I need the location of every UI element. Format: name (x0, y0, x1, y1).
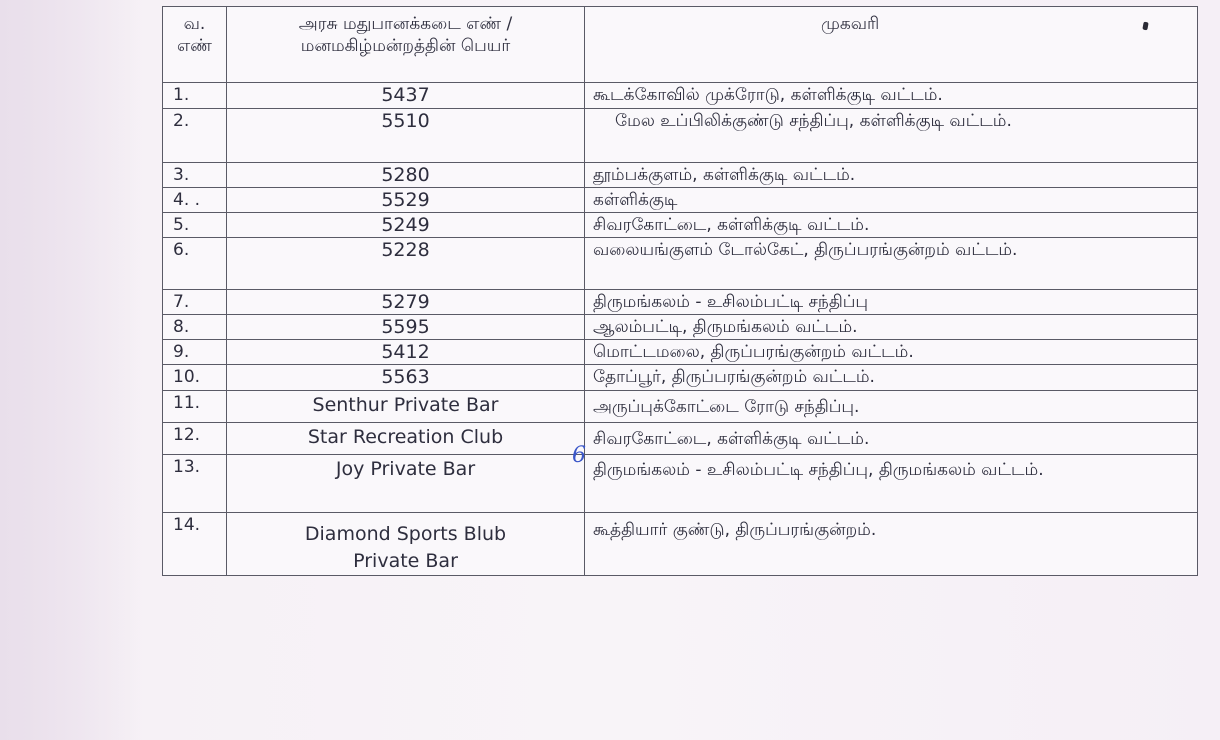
row-number: 4. . (163, 188, 227, 213)
shop-address: கூடக்கோவில் முக்ரோடு, கள்ளிக்குடி வட்டம். (585, 83, 1198, 109)
table-row (163, 213, 1198, 238)
shop-address: வலையங்குளம் டோல்கேட், திருப்பரங்குன்றம் வட்டம். (585, 238, 1198, 290)
row-number: 3. (163, 163, 227, 188)
table-row (163, 290, 1198, 315)
header-address: முகவரி (585, 7, 1198, 83)
shop-address: சிவரகோட்டை, கள்ளிக்குடி வட்டம். (585, 213, 1198, 238)
header-name: அரசு மதுபானக்கடை எண் / மனமகிழ்மன்றத்தின் பெயர் (227, 7, 585, 83)
shop-name: 5280 (227, 163, 585, 188)
row-number: 7. (163, 290, 227, 315)
row-number: 14. (163, 513, 227, 576)
row-number: 1. (163, 83, 227, 109)
table-header-row (163, 7, 1198, 83)
shop-address: திருமங்கலம் - உசிலம்பட்டி சந்திப்பு, திருமங்கலம் வட்டம். (585, 455, 1198, 513)
table-row (163, 83, 1198, 109)
table-row (163, 391, 1198, 423)
table-row (163, 513, 1198, 576)
row-number: 13. (163, 455, 227, 513)
shop-address: ஆலம்பட்டி, திருமங்கலம் வட்டம். (585, 315, 1198, 340)
table-row (163, 423, 1198, 455)
table-row (163, 109, 1198, 163)
row-number: 11. (163, 391, 227, 423)
scan-shadow (0, 0, 140, 740)
shop-name: 5563 (227, 365, 585, 391)
row-number: 5. (163, 213, 227, 238)
shop-name: 5279 (227, 290, 585, 315)
header-serial: வ. எண் (163, 7, 227, 83)
shop-name: Joy Private Bar (227, 455, 585, 513)
shop-name: Star Recreation Club (227, 423, 585, 455)
shop-address: திருமங்கலம் - உசிலம்பட்டி சந்திப்பு (585, 290, 1198, 315)
shop-address-table (162, 6, 1198, 576)
table-row (163, 188, 1198, 213)
table-row (163, 315, 1198, 340)
shop-name: 5595 (227, 315, 585, 340)
row-number: 2. (163, 109, 227, 163)
shop-name: 5228 (227, 238, 585, 290)
shop-name: 5437 (227, 83, 585, 109)
shop-name: 5249 (227, 213, 585, 238)
handwritten-mark: 6 (572, 443, 586, 468)
row-number: 6. (163, 238, 227, 290)
table-row (163, 340, 1198, 365)
shop-address: சிவரகோட்டை, கள்ளிக்குடி வட்டம். (585, 423, 1198, 455)
row-number: 8. (163, 315, 227, 340)
table-row (163, 238, 1198, 290)
shop-address: தோப்பூர், திருப்பரங்குன்றம் வட்டம். (585, 365, 1198, 391)
table-row (163, 163, 1198, 188)
shop-address: தூம்பக்குளம், கள்ளிக்குடி வட்டம். (585, 163, 1198, 188)
table-row (163, 455, 1198, 513)
shop-name: 5510 (227, 109, 585, 163)
shop-address: மேல உப்பிலிக்குண்டு சந்திப்பு, கள்ளிக்குடி வட்டம். (585, 109, 1198, 163)
shop-name: 5412 (227, 340, 585, 365)
shop-address: மொட்டமலை, திருப்பரங்குன்றம் வட்டம். (585, 340, 1198, 365)
shop-name: 5529 (227, 188, 585, 213)
table-row (163, 365, 1198, 391)
shop-name: Senthur Private Bar (227, 391, 585, 423)
row-number: 12. (163, 423, 227, 455)
row-number: 9. (163, 340, 227, 365)
shop-address: அருப்புக்கோட்டை ரோடு சந்திப்பு. (585, 391, 1198, 423)
row-number: 10. (163, 365, 227, 391)
shop-name: Diamond Sports Blub Private Bar (227, 513, 585, 576)
shop-address: கள்ளிக்குடி (585, 188, 1198, 213)
shop-address: கூத்தியார் குண்டு, திருப்பரங்குன்றம். (585, 513, 1198, 576)
